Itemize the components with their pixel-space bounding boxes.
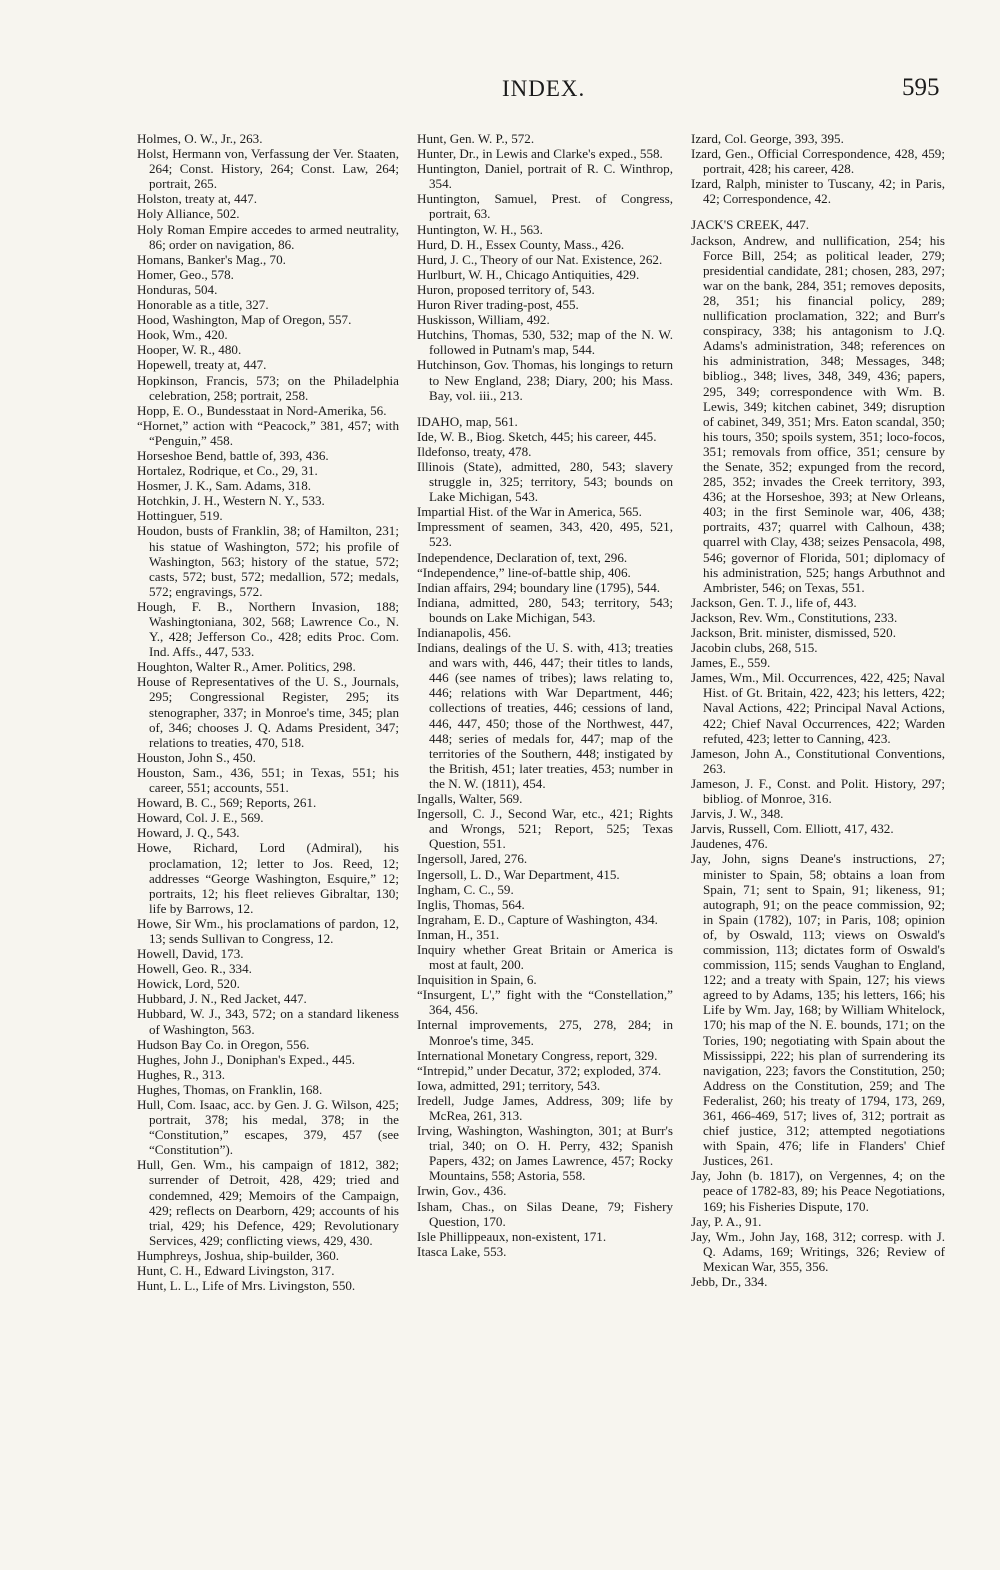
index-entry: “Insurgent, L',” fight with the “Constellation,” 364, 456. [417, 987, 673, 1018]
index-entry: Hook, Wm., 420. [137, 327, 228, 343]
index-entry: Hull, Gen. Wm., his campaign of 1812, 382; surrender of Detroit, 428, 429; tried and condemned, 429; Memoirs of the Campaign, 429; reflects on Dearborn, 429; accounts of his trial, 429; his Defence, 429; Revolutionary Services, 429; conflicting views, 429, 430. [137, 1157, 399, 1248]
index-entry: Homer, Geo., 578. [137, 266, 234, 282]
index-entry: Ingersoll, C. J., Second War, etc., 421; Rights and Wrongs, 521; Report, 525; Texas Question, 551. [417, 806, 673, 852]
index-entry: Izard, Col. George, 393, 395. [691, 131, 844, 146]
index-entry: Izard, Gen., Official Correspondence, 428, 459; portrait, 428; his career, 428. [691, 146, 945, 177]
index-entry: Hortalez, Rodrique, et Co., 29, 31. [137, 463, 318, 479]
index-entry: James, E., 559. [691, 655, 771, 671]
index-entry: Iredell, Judge James, Address, 309; life by McRea, 261, 313. [417, 1092, 673, 1123]
index-entry: Ingham, C. C., 59. [417, 881, 514, 897]
index-entry: Holy Roman Empire accedes to armed neutrality, 86; order on navigation, 86. [137, 221, 399, 252]
index-entry: Huntington, W. H., 563. [417, 221, 543, 237]
index-entry: Jarvis, J. W., 348. [691, 806, 784, 822]
index-entry: Hubbard, J. N., Red Jacket, 447. [137, 991, 307, 1007]
index-entry: Izard, Ralph, minister to Tuscany, 42; in Paris, 42; Correspondence, 42. [691, 176, 945, 207]
index-entry: Houdon, busts of Franklin, 38; of Hamilton, 231; his statue of Washington, 572; his profile of Washington, 563; history of the statue, 572; casts, 572; bust, 572; medallion, 572; medals, 572; engravings, 572. [137, 523, 399, 599]
index-entry: Houghton, Walter R., Amer. Politics, 298. [137, 659, 356, 675]
index-entry: Jaudenes, 476. [691, 836, 768, 852]
index-entry: International Monetary Congress, report, 329. [417, 1047, 658, 1063]
index-entry: Hosmer, J. K., Sam. Adams, 318. [137, 478, 312, 494]
index-entry: Howard, B. C., 569; Reports, 261. [137, 795, 317, 811]
index-entry: Howell, Geo. R., 334. [137, 961, 252, 977]
index-entry: Huskisson, William, 492. [417, 312, 550, 328]
index-entry: Isle Phillippeaux, non-existent, 171. [417, 1228, 607, 1244]
index-entry: Indiana, admitted, 280, 543; territory, 543; bounds on Lake Michigan, 543. [417, 594, 673, 625]
index-entry: Iowa, admitted, 291; territory, 543. [417, 1077, 601, 1093]
index-entry: Huntington, Samuel, Prest. of Congress, portrait, 63. [417, 191, 673, 222]
index-entry: Holst, Hermann von, Verfassung der Ver. Staaten, 264; Const. History, 264; Const. Law, 264; portrait, 265. [137, 146, 399, 192]
index-entry: Jay, John, signs Deane's instructions, 27; minister to Spain, 58; obtains a loan from Spain, 71; sent to Spain, 91; likeness, 91; autograph, 91; on the peace commission, 92; in Spain (1782), 107; in Paris, 108; opinion of, by Oswald, 113; views on Oswald's commission, 113; dictates form of Oswald's commission, 115; sends Vaughan to England, 122; and a treaty with Spain, 127; his views agreed to by Adams, 135; his letters, 166; his Life by Wm. Jay, 168; by William Whitelock, 170; his map of the N. E. bounds, 171; on the Tories, 190; negotiating with Spain about the Mississippi, 222; his plan of surrendering its navigation, 223; favors the Constitution, 250; Address on the Constitution, 259; and The Federalist, 260; his treaty of 1794, 173, 269, 361, 466-469, 517; lives of, 312; portrait as chief justice, 312; attempted negotiations with Spain, 476; life in Flanders' Chief Justices, 261. [691, 851, 945, 1169]
index-entry: Hurlburt, W. H., Chicago Antiquities, 429. [417, 266, 640, 282]
page-number: 595 [902, 74, 940, 101]
index-entry: Holmes, O. W., Jr., 263. [137, 131, 263, 146]
index-entry: Internal improvements, 275, 278, 284; in Monroe's time, 345. [417, 1017, 673, 1048]
index-entry: Indian affairs, 294; boundary line (1795), 544. [417, 579, 661, 595]
index-entry: Hughes, Thomas, on Franklin, 168. [137, 1081, 323, 1097]
index-entry: Holston, treaty at, 447. [137, 191, 258, 207]
index-entry: Jackson, Rev. Wm., Constitutions, 233. [691, 609, 898, 625]
index-entry: Hood, Washington, Map of Oregon, 557. [137, 312, 352, 328]
index-entry: Jacobin clubs, 268, 515. [691, 640, 818, 656]
index-entry: Hotchkin, J. H., Western N. Y., 533. [137, 493, 325, 509]
index-entry: Impartial Hist. of the War in America, 565. [417, 504, 642, 520]
index-entry: Hurd, D. H., Essex County, Mass., 426. [417, 236, 625, 252]
index-entry: Indians, dealings of the U. S. with, 413; treaties and wars with, 446, 447; their titles to lands, 446 (see names of tribes); laws relating to, 446; relations with War Department, 446; collections of treaties, 446; cessions of land, 446, 447, 450; those of the Northwest, 447, 448; series of medals for, 447; map of the territories of the Southern, 448; instigated by the British, 451; later treaties, 453; number in the N. W. (1811), 454. [417, 640, 673, 791]
index-entry: Jebb, Dr., 334. [691, 1274, 768, 1290]
index-entry: Hopkinson, Francis, 573; on the Philadelphia celebration, 258; portrait, 258. [137, 372, 399, 403]
index-entry: Ingraham, E. D., Capture of Washington, 434. [417, 911, 658, 927]
index-entry: IDAHO, map, 561. [417, 413, 518, 429]
index-entry: Howe, Sir Wm., his proclamations of pardon, 12, 13; sends Sullivan to Congress, 12. [137, 915, 399, 946]
index-entry: Hunt, Gen. W. P., 572. [417, 131, 535, 146]
index-entry: Hubbard, W. J., 343, 572; on a standard likeness of Washington, 563. [137, 1006, 399, 1037]
index-column-1 [137, 131, 399, 1293]
index-entry: Howick, Lord, 520. [137, 976, 240, 992]
index-entry: JACK'S CREEK, 447. [691, 217, 810, 233]
index-entry: Hopewell, treaty at, 447. [137, 357, 267, 373]
index-entry: Huron River trading-post, 455. [417, 297, 579, 313]
index-entry: Jarvis, Russell, Com. Elliott, 417, 432. [691, 821, 894, 837]
index-entry: Hunter, Dr., in Lewis and Clarke's exped., 558. [417, 146, 663, 162]
index-entry: Illinois (State), admitted, 280, 543; slavery struggle in, 325; territory, 543; bounds on Lake Michigan, 543. [417, 458, 673, 505]
index-entry: Humphreys, Joshua, ship-builder, 360. [137, 1247, 340, 1263]
index-entry: Hottinguer, 519. [137, 508, 223, 524]
index-entry: Homans, Banker's Mag., 70. [137, 251, 286, 267]
index-entry: Hunt, C. H., Edward Livingston, 317. [137, 1263, 335, 1279]
index-entry: Inquiry whether Great Britain or America is most at fault, 200. [417, 941, 673, 973]
index-entry: Independence, Declaration of, text, 296. [417, 549, 628, 565]
running-head [0, 76, 1000, 110]
index-entry: Huron, proposed territory of, 543. [417, 281, 595, 297]
index-entry: Hunt, L. L., Life of Mrs. Livingston, 550. [137, 1278, 356, 1294]
index-entry: “Independence,” line-of-battle ship, 406. [417, 564, 631, 580]
index-entry: Jay, Wm., John Jay, 168, 312; corresp. with J. Q. Adams, 169; Writings, 326; Review of Mexican War, 355, 356. [691, 1228, 945, 1274]
index-entry: Impressment of seamen, 343, 420, 495, 521, 523. [417, 519, 673, 550]
index-entry: Houston, John S., 450. [137, 749, 256, 765]
index-entry: Jameson, John A., Constitutional Conventions, 263. [691, 745, 945, 776]
index-entry: Howard, J. Q., 543. [137, 825, 240, 841]
index-entry: Howard, Col. J. E., 569. [137, 810, 264, 826]
running-title: INDEX. [502, 76, 586, 101]
index-entry: Houston, Sam., 436, 551; in Texas, 551; his career, 551; accounts, 551. [137, 764, 399, 796]
index-entry: Hull, Com. Isaac, acc. by Gen. J. G. Wilson, 425; portrait, 378; his medal, 378; in the “Constitution,” escapes, 379, 457 (see “Constitution”). [137, 1097, 399, 1158]
index-entry: Hutchins, Thomas, 530, 532; map of the N. W. followed in Putnam's map, 544. [417, 327, 673, 358]
index-entry: Howe, Richard, Lord (Admiral), his proclamation, 12; letter to Jos. Reed, 12; addresses “George Washington, Esquire,” 12; portraits, 12; his fleet relieves Gibraltar, 130; life by Barrows, 12. [137, 840, 399, 916]
index-entry: Inglis, Thomas, 564. [417, 896, 525, 912]
index-column-2 [417, 131, 673, 1259]
index-entry: Jay, John (b. 1817), on Vergennes, 4; on the peace of 1782-83, 89; his Peace Negotiations, 169; his Fisheries Dispute, 170. [691, 1168, 945, 1214]
index-entry: Irwin, Gov., 436. [417, 1183, 507, 1199]
index-entry: Hurd, J. C., Theory of our Nat. Existence, 262. [417, 251, 663, 267]
index-entry: Holy Alliance, 502. [137, 206, 240, 222]
index-entry: Horseshoe Bend, battle of, 393, 436. [137, 447, 329, 463]
index-entry: House of Representatives of the U. S., Journals, 295; Congressional Register, 295; its stenographer, 337; in Monroe's time, 345; plan of, 346; chooses J. Q. Adams President, 347; relations to treaties, 470, 518. [137, 674, 399, 750]
index-entry: James, Wm., Mil. Occurrences, 422, 425; Naval Hist. of Gt. Britain, 422, 423; his letters, 422; Naval Actions, 422; Principal Naval Actions, 422; Chief Naval Occurrences, 422; Warden refuted, 423; letter to Canning, 423. [691, 670, 945, 746]
index-entry: Hough, F. B., Northern Invasion, 188; Washingtoniana, 302, 568; Lawrence Co., N. Y., 428; Jefferson Co., 428; edits Proc. Com. Ind. Affs., 447, 533. [137, 598, 399, 660]
index-entry: Honduras, 504. [137, 281, 218, 297]
index-entry: Hutchinson, Gov. Thomas, his longings to return to New England, 238; Diary, 200; his Mass. Bay, vol. iii., 213. [417, 357, 673, 403]
index-entry: Jay, P. A., 91. [691, 1213, 762, 1229]
index-entry: Ide, W. B., Biog. Sketch, 445; his career, 445. [417, 428, 657, 444]
index-entry: Indianapolis, 456. [417, 625, 512, 640]
index-entry: Ingersoll, L. D., War Department, 415. [417, 866, 620, 882]
index-entry: Jackson, Andrew, and nullification, 254; his Force Bill, 254; as political leader, 279; presidential candidate, 281; chosen, 283, 297; war on the bank, 284, 351; removes deposits, 28, 351; his financial policy, 289; nullification proclamation, 322; and Burr's conspiracy, 338; his antagonism to J.Q. Adams's administration, 348; references on his administration, 348; Messages, 348; bibliog., 348; lives, 348, 349, 436; papers, 295, 349; correspondence with Wm. B. Lewis, 349; kitchen cabinet, 349; disruption of cabinet, 349, 351; Mrs. Eaton scandal, 350; his tours, 350; spoils system, 351; loco-focos, 351; removals from office, 351; censure by the Senate, 352; expunged from the record, 285, 352; invades the Creek territory, 393, 436; at the Horseshoe, 393; at New Orleans, 403; in the first Seminole war, 406, 438; portraits, 437; quarrel with Calhoun, 438; quarrel with Clay, 438; seizes Pensacola, 498, 546; governor of Florida, 501; diplomacy of his administration, 525; hangs Arbuthnot and Ambrister, 546; on Texas, 551. [691, 232, 945, 595]
index-column-3 [691, 131, 945, 1289]
index-entry: Inquisition in Spain, 6. [417, 972, 537, 988]
index-entry: Hudson Bay Co. in Oregon, 556. [137, 1036, 310, 1052]
index-entry: “Hornet,” action with “Peacock,” 381, 457; with “Penguin,” 458. [137, 417, 399, 448]
index-entry: Howell, David, 173. [137, 946, 244, 962]
index-entry: Ildefonso, treaty, 478. [417, 443, 532, 459]
index-entry: Huntington, Daniel, portrait of R. C. Winthrop, 354. [417, 161, 673, 192]
index-entry: Isham, Chas., on Silas Deane, 79; Fishery Question, 170. [417, 1198, 673, 1229]
index-entry: Itasca Lake, 553. [417, 1243, 507, 1259]
index-entry: Ingersoll, Jared, 276. [417, 851, 528, 867]
index-entry: Jackson, Brit. minister, dismissed, 520. [691, 625, 896, 640]
index-entry: Jackson, Gen. T. J., life of, 443. [691, 594, 857, 610]
index-entry: Hooper, W. R., 480. [137, 342, 242, 358]
index-entry: Irving, Washington, Washington, 301; at Burr's trial, 340; on O. H. Perry, 432; Spanish Papers, 432; on James Lawrence, 457; Rocky Mountains, 558; Astoria, 558. [417, 1123, 673, 1184]
index-entry: Inman, H., 351. [417, 926, 500, 942]
index-entry: Hughes, John J., Doniphan's Exped., 445. [137, 1051, 356, 1067]
index-entry: “Intrepid,” under Decatur, 372; exploded, 374. [417, 1062, 662, 1078]
index-entry: Ingalls, Walter, 569. [417, 791, 523, 807]
index-entry: Honorable as a title, 327. [137, 297, 269, 313]
index-entry: Hopp, E. O., Bundesstaat in Nord-Amerika, 56. [137, 402, 387, 418]
index-entry: Jameson, J. F., Const. and Polit. History, 297; bibliog. of Monroe, 316. [691, 775, 945, 807]
index-entry: Hughes, R., 313. [137, 1066, 226, 1082]
